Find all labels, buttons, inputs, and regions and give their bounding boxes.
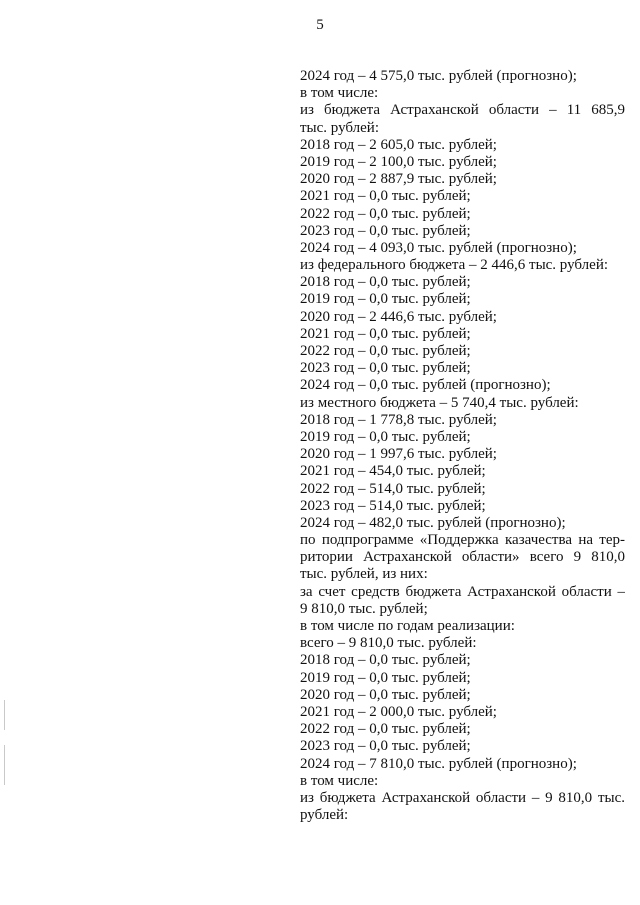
text-line: в том числе: bbox=[300, 772, 379, 789]
text-line: 2020 год – 1 997,6 тыс. рублей; bbox=[300, 446, 497, 463]
text-line: 2023 год – 0,0 тыс. рублей; bbox=[300, 738, 471, 755]
text-line: 2022 год – 514,0 тыс. рублей; bbox=[300, 480, 486, 497]
text-line: 2019 год – 0,0 тыс. рублей; bbox=[300, 428, 471, 445]
text-line: 2021 год – 0,0 тыс. рублей; bbox=[300, 325, 471, 342]
text-line: 2018 год – 2 605,0 тыс. рублей; bbox=[300, 136, 497, 153]
text-line: всего – 9 810,0 тыс. рублей: bbox=[300, 635, 477, 652]
text-line: 2021 год – 0,0 тыс. рублей; bbox=[300, 188, 471, 205]
page-number: 5 bbox=[316, 17, 324, 33]
text-line: из федерального бюджета – 2 446,6 тыс. рублей: bbox=[300, 257, 609, 274]
text-line: 2019 год – 2 100,0 тыс. рублей; bbox=[300, 153, 497, 170]
text-line: 2022 год – 0,0 тыс. рублей; bbox=[300, 721, 471, 738]
text-line: 2024 год – 7 810,0 тыс. рублей (прогнозно); bbox=[300, 755, 577, 772]
text-line: 2024 год – 482,0 тыс. рублей (прогнозно); bbox=[300, 514, 566, 531]
text-line: в том числе: bbox=[300, 85, 379, 102]
text-line: из бюджета Астраханской области – 11 685,9 bbox=[300, 102, 625, 119]
text-line: 2019 год – 0,0 тыс. рублей; bbox=[300, 669, 471, 686]
text-line: 2024 год – 4 575,0 тыс. рублей (прогнозно); bbox=[300, 68, 577, 84]
text-line: 2018 год – 0,0 тыс. рублей; bbox=[300, 274, 471, 291]
text-line: 2023 год – 514,0 тыс. рублей; bbox=[300, 497, 486, 514]
text-line: ритории Астраханской области» всего 9 810,0 bbox=[300, 549, 625, 566]
text-line: 2018 год – 0,0 тыс. рублей; bbox=[300, 652, 471, 669]
text-line: в том числе по годам реализации: bbox=[300, 618, 515, 634]
text-line: 2020 год – 2 887,9 тыс. рублей; bbox=[300, 171, 497, 188]
text-line: 2024 год – 4 093,0 тыс. рублей (прогнозно); bbox=[300, 239, 577, 256]
text-line: 2021 год – 2 000,0 тыс. рублей; bbox=[300, 703, 497, 720]
text-line: 2020 год – 2 446,6 тыс. рублей; bbox=[300, 308, 497, 325]
text-line: тыс. рублей, из них: bbox=[300, 566, 428, 583]
text-line: 2023 год – 0,0 тыс. рублей; bbox=[300, 360, 471, 377]
text-line: тыс. рублей: bbox=[300, 119, 379, 136]
text-line: по подпрограмме «Поддержка казачества на тер- bbox=[300, 532, 625, 549]
text-line: 2024 год – 0,0 тыс. рублей (прогнозно); bbox=[300, 377, 551, 394]
text-line: 9 810,0 тыс. рублей; bbox=[300, 600, 428, 617]
text-line: 2022 год – 0,0 тыс. рублей; bbox=[300, 343, 471, 359]
text-line: 2023 год – 0,0 тыс. рублей; bbox=[300, 222, 471, 239]
scan-edge-mark bbox=[4, 745, 5, 785]
budget-text-column bbox=[300, 68, 625, 824]
text-line: 2018 год – 1 778,8 тыс. рублей; bbox=[300, 411, 497, 428]
text-line: из местного бюджета – 5 740,4 тыс. рублей: bbox=[300, 394, 579, 411]
scan-edge-mark bbox=[4, 700, 5, 730]
text-line: из бюджета Астраханской области – 9 810,0 тыс. bbox=[300, 789, 625, 806]
text-line: 2021 год – 454,0 тыс. рублей; bbox=[300, 463, 486, 480]
text-line: 2020 год – 0,0 тыс. рублей; bbox=[300, 686, 471, 703]
text-line: 2022 год – 0,0 тыс. рублей; bbox=[300, 205, 471, 222]
text-line: за счет средств бюджета Астраханской области – bbox=[300, 583, 625, 600]
text-line: рублей: bbox=[300, 807, 349, 824]
text-line: 2019 год – 0,0 тыс. рублей; bbox=[300, 291, 471, 308]
